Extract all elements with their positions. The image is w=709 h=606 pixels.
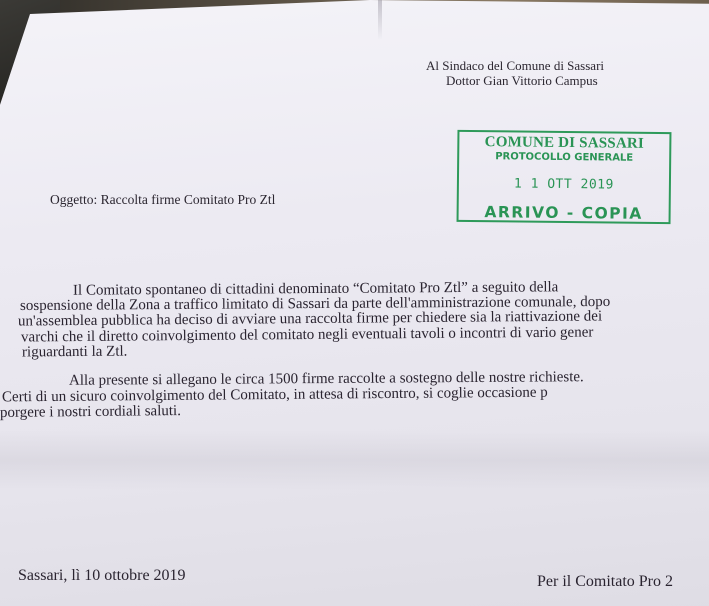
body-line: sospensione della Zona a traffico limitato di Sassari da parte dell'amministrazione comunale, dopo [19, 293, 611, 315]
body-line: un'assemblea pubblica ha deciso di avviare una raccolta firme per chiedere sia la riattivazione dei [17, 308, 603, 330]
stamp-title: COMUNE DI SASSARI [484, 134, 645, 152]
recipient-line-2: Dottor Gian Vittorio Campus [446, 73, 598, 88]
recipient-line-1: Al Sindaco del Comune di Sassari [426, 58, 605, 73]
body-line: varchi che il diretto coinvolgimento del comitato negli eventuali tavoli o incontri di vario gener [20, 324, 594, 346]
body-line: porgere i nostri cordiali saluti. [0, 403, 182, 421]
stamp-subtitle: PROTOCOLLO GENERALE [495, 151, 634, 164]
body-line: Il Comitato spontaneo di cittadini denominato “Comitato Pro Ztl” a seguito della [72, 279, 559, 299]
body-line: Alla presente si allegano le circa 1500 firme raccolte a sostegno delle nostre richieste. [68, 369, 584, 389]
stamp-footer: ARRIVO - COPIA [484, 203, 643, 223]
paper-fold [0, 430, 709, 490]
paper-crease [378, 0, 382, 40]
signature-line: Per il Comitato Pro 2 [537, 573, 673, 590]
place-and-date: Sassari, lì 10 ottobre 2019 [18, 567, 186, 584]
body-line: riguardanti la Ztl. [21, 343, 128, 361]
protocol-stamp [457, 130, 672, 224]
letter-subject: Oggetto: Raccolta firme Comitato Pro Ztl [50, 192, 276, 207]
body-line: Certi di un sicuro coinvolgimento del Comitato, in attesa di riscontro, si coglie occasione p [1, 384, 548, 406]
stamp-date: 1 1 OTT 2019 [513, 176, 614, 193]
